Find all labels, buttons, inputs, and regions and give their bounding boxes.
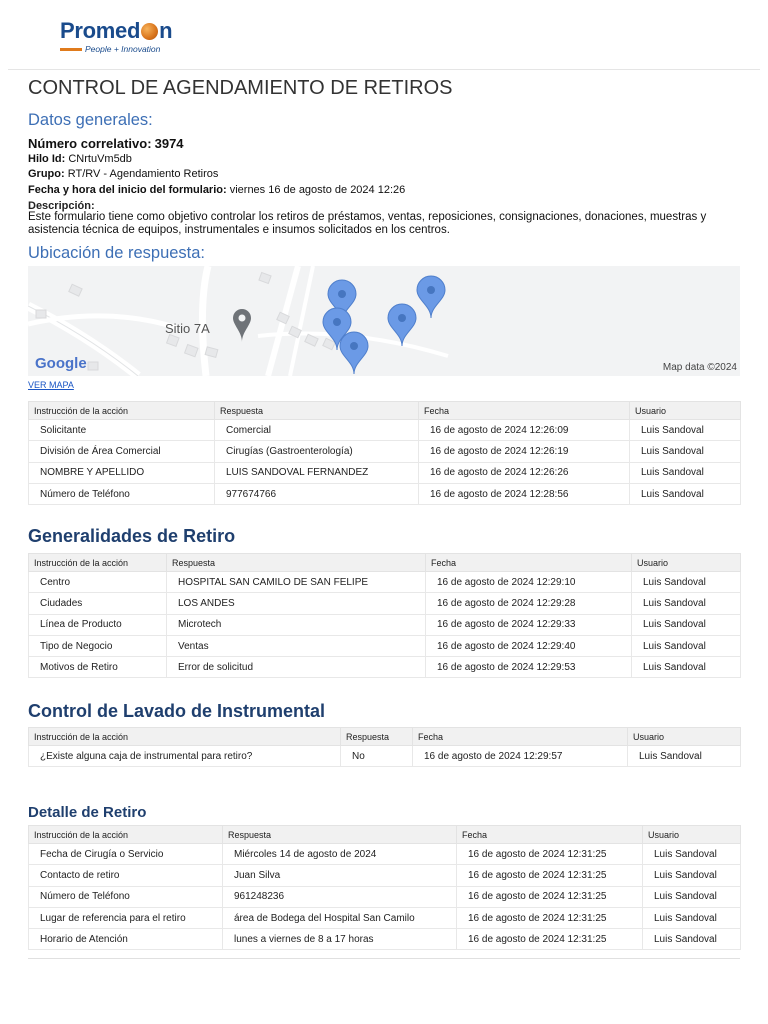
- numero-correlativo: Número correlativo: 3974: [28, 136, 184, 151]
- table-cell: Número de Teléfono: [29, 483, 215, 504]
- logo-orb-icon: [141, 23, 158, 40]
- table-cell: LUIS SANDOVAL FERNANDEZ: [215, 462, 419, 483]
- logo-underline: [60, 48, 82, 51]
- table-cell: 16 de agosto de 2024 12:31:25: [457, 844, 643, 865]
- table-cell: Luis Sandoval: [632, 635, 741, 656]
- table-cell: 16 de agosto de 2024 12:31:25: [457, 929, 643, 950]
- table-cell: Número de Teléfono: [29, 886, 223, 907]
- table-row: [29, 657, 741, 678]
- promedon-logo: [60, 18, 200, 58]
- ubicacion-heading: Ubicación de respuesta:: [28, 244, 206, 262]
- table-cell: Tipo de Negocio: [29, 635, 167, 656]
- table-cell: 16 de agosto de 2024 12:26:26: [419, 462, 630, 483]
- column-header: Respuesta: [341, 728, 413, 746]
- table-cell: Miércoles 14 de agosto de 2024: [223, 844, 457, 865]
- table-cell: 16 de agosto de 2024 12:31:25: [457, 886, 643, 907]
- column-header: Respuesta: [215, 402, 419, 420]
- table-cell: Juan Silva: [223, 865, 457, 886]
- ver-mapa-link[interactable]: VER MAPA: [28, 380, 74, 390]
- detalle-retiro-heading: Detalle de Retiro: [28, 804, 147, 821]
- table-row: [29, 441, 741, 462]
- column-header: Usuario: [628, 728, 741, 746]
- datos-generales-heading: Datos generales:: [28, 111, 153, 129]
- table-row: [29, 462, 741, 483]
- table-cell: 16 de agosto de 2024 12:31:25: [457, 907, 643, 928]
- table-cell: Luis Sandoval: [643, 907, 741, 928]
- table-cell: 16 de agosto de 2024 12:29:57: [413, 746, 628, 767]
- table-cell: Luis Sandoval: [630, 441, 741, 462]
- table-cell: ¿Existe alguna caja de instrumental para retiro?: [29, 746, 341, 767]
- table-row: [29, 420, 741, 441]
- descripcion-label: Descripción:: [28, 200, 95, 212]
- table-cell: HOSPITAL SAN CAMILO DE SAN FELIPE: [167, 572, 426, 593]
- generalidades-heading: Generalidades de Retiro: [28, 526, 236, 546]
- table-cell: 16 de agosto de 2024 12:26:09: [419, 420, 630, 441]
- location-map[interactable]: [28, 266, 740, 376]
- map-graphic: [28, 266, 740, 376]
- table-row: [29, 929, 741, 950]
- map-attribution: Map data ©2024: [662, 362, 737, 373]
- table-cell: Fecha de Cirugía o Servicio: [29, 844, 223, 865]
- table-cell: Luis Sandoval: [643, 865, 741, 886]
- table-cell: Microtech: [167, 614, 426, 635]
- table-cell: Error de solicitud: [167, 657, 426, 678]
- column-header: Instrucción de la acción: [29, 728, 341, 746]
- footer-divider: [28, 958, 740, 959]
- table-row: [29, 483, 741, 504]
- column-header: Instrucción de la acción: [29, 554, 167, 572]
- column-header: Fecha: [413, 728, 628, 746]
- table-control-lavado: [28, 727, 741, 767]
- table-header-row: [29, 728, 741, 746]
- table-cell: Luis Sandoval: [643, 886, 741, 907]
- table-generalidades: [28, 553, 741, 678]
- table-row: [29, 635, 741, 656]
- hilo-id: Hilo Id: CNrtuVm5db: [28, 153, 132, 165]
- column-header: Fecha: [426, 554, 632, 572]
- table-cell: LOS ANDES: [167, 593, 426, 614]
- table-cell: NOMBRE Y APELLIDO: [29, 462, 215, 483]
- table-row: [29, 844, 741, 865]
- table-cell: Luis Sandoval: [632, 614, 741, 635]
- page-title: CONTROL DE AGENDAMIENTO DE RETIROS: [28, 77, 453, 99]
- table-cell: 961248236: [223, 886, 457, 907]
- table-cell: área de Bodega del Hospital San Camilo: [223, 907, 457, 928]
- table-cell: Lugar de referencia para el retiro: [29, 907, 223, 928]
- table-cell: 16 de agosto de 2024 12:28:56: [419, 483, 630, 504]
- table-cell: Cirugías (Gastroenterología): [215, 441, 419, 462]
- table-cell: Luis Sandoval: [630, 483, 741, 504]
- table-cell: Centro: [29, 572, 167, 593]
- table-datos-solicitante: [28, 401, 741, 505]
- table-header-row: [29, 554, 741, 572]
- fecha-inicio: Fecha y hora del inicio del formulario: viernes 16 de agosto de 2024 12:26: [28, 184, 406, 196]
- column-header: Instrucción de la acción: [29, 402, 215, 420]
- map-place-label: Sitio 7A: [165, 321, 210, 336]
- table-cell: Luis Sandoval: [630, 420, 741, 441]
- table-cell: Contacto de retiro: [29, 865, 223, 886]
- table-cell: Ciudades: [29, 593, 167, 614]
- table-cell: 16 de agosto de 2024 12:29:28: [426, 593, 632, 614]
- table-cell: Luis Sandoval: [632, 593, 741, 614]
- table-cell: 16 de agosto de 2024 12:31:25: [457, 865, 643, 886]
- table-cell: Ventas: [167, 635, 426, 656]
- table-cell: Motivos de Retiro: [29, 657, 167, 678]
- descripcion-text: Este formulario tiene como objetivo controlar los retiros de préstamos, ventas, reposiciones, consignaciones, donaciones, muestras y asistencia técnica de equipos, instrumentales e insumos solicitados en los centros.: [28, 211, 707, 236]
- table-header-row: [29, 402, 741, 420]
- column-header: Usuario: [630, 402, 741, 420]
- table-cell: Luis Sandoval: [643, 929, 741, 950]
- table-cell: 977674766: [215, 483, 419, 504]
- table-row: [29, 572, 741, 593]
- table-cell: 16 de agosto de 2024 12:29:10: [426, 572, 632, 593]
- column-header: Usuario: [632, 554, 741, 572]
- table-cell: División de Área Comercial: [29, 441, 215, 462]
- table-cell: 16 de agosto de 2024 12:29:33: [426, 614, 632, 635]
- table-cell: Luis Sandoval: [628, 746, 741, 767]
- table-cell: 16 de agosto de 2024 12:29:53: [426, 657, 632, 678]
- table-row: [29, 614, 741, 635]
- table-header-row: [29, 826, 741, 844]
- grupo: Grupo: RT/RV - Agendamiento Retiros: [28, 168, 219, 180]
- table-cell: 16 de agosto de 2024 12:29:40: [426, 635, 632, 656]
- column-header: Usuario: [643, 826, 741, 844]
- table-cell: Luis Sandoval: [630, 462, 741, 483]
- table-row: [29, 865, 741, 886]
- logo-wordmark: Promed n: [60, 18, 173, 43]
- table-cell: Comercial: [215, 420, 419, 441]
- control-lavado-heading: Control de Lavado de Instrumental: [28, 701, 326, 721]
- table-cell: Solicitante: [29, 420, 215, 441]
- table-cell: Horario de Atención: [29, 929, 223, 950]
- table-detalle-retiro: [28, 825, 741, 950]
- google-logo: Google: [35, 355, 87, 372]
- table-cell: Luis Sandoval: [632, 572, 741, 593]
- column-header: Fecha: [419, 402, 630, 420]
- column-header: Respuesta: [223, 826, 457, 844]
- logo-tagline: People + Innovation: [85, 44, 161, 54]
- table-row: [29, 886, 741, 907]
- table-cell: 16 de agosto de 2024 12:26:19: [419, 441, 630, 462]
- table-row: [29, 746, 741, 767]
- column-header: Fecha: [457, 826, 643, 844]
- table-cell: Luis Sandoval: [632, 657, 741, 678]
- table-cell: lunes a viernes de 8 a 17 horas: [223, 929, 457, 950]
- table-cell: Luis Sandoval: [643, 844, 741, 865]
- header-divider: [8, 69, 760, 70]
- table-row: [29, 907, 741, 928]
- table-cell: Línea de Producto: [29, 614, 167, 635]
- column-header: Instrucción de la acción: [29, 826, 223, 844]
- table-row: [29, 593, 741, 614]
- table-cell: No: [341, 746, 413, 767]
- column-header: Respuesta: [167, 554, 426, 572]
